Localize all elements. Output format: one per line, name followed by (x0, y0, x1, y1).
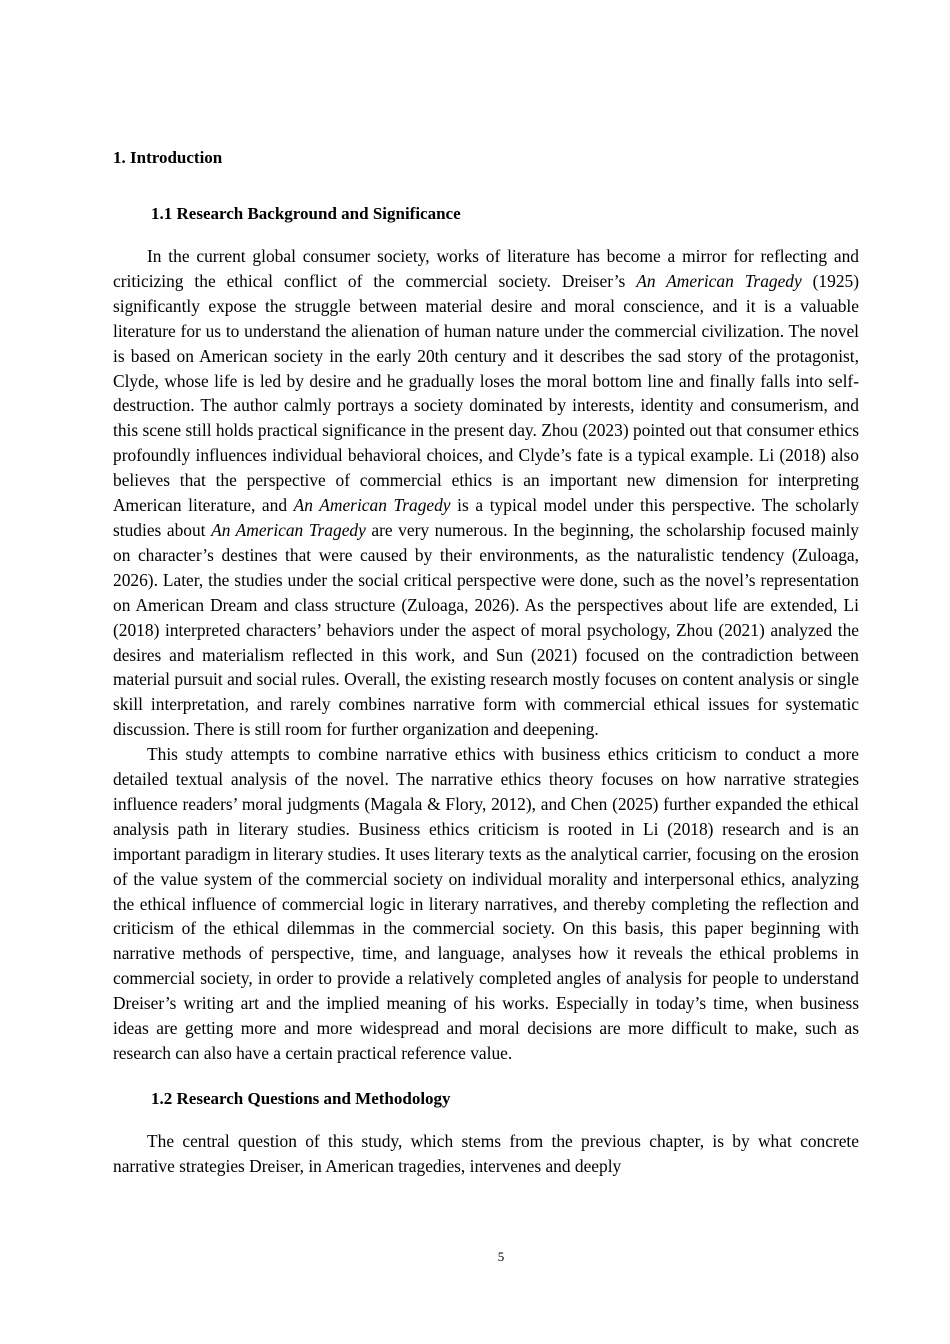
paragraph-methodology-1: The central question of this study, which stems from the previous chapter, is by what concrete narrative strategies Dreiser, in American tragedies, intervenes and deeply (113, 1130, 859, 1176)
page-number: 5 (497, 1249, 505, 1264)
section-heading-introduction: 1. Introduction (113, 148, 223, 167)
text-segment: In the current global consumer society, works of literature has become a mirror for reflecting and criticizing the ethical conflict of the commercial society. Dreiser’s (113, 246, 859, 291)
text-segment: (1925) significantly expose the struggle between material desire and moral conscience, and it is a valuable literature for us to understand the alienation of human nature under the commercial civilization. The novel is based on American society in the early 20th century and it describes the sad story of the protagonist, Clyde, whose life is led by desire and he gradually loses the moral bottom line and finally falls into self-destruction. The author calmly portrays a society dominated by interests, identity and consumerism, and this scene still holds practical significance in the present day. Zhou (2023) pointed out that consumer ethics profoundly influences individual behavioral choices, and Clyde’s fate is a typical example. Li (2018) also believes that the perspective of commercial ethics is an important new dimension for interpreting American literature, and (113, 270, 860, 516)
italic-title-segment: An American Tragedy (636, 270, 802, 291)
italic-title-segment: An American Tragedy (211, 519, 366, 540)
italic-title-segment: An American Tragedy (293, 495, 451, 516)
subsection-heading-methodology: 1.2 Research Questions and Methodology (151, 1088, 451, 1108)
text-segment: are very numerous. In the beginning, the scholarship focused mainly on character’s destines that were caused by their environments, as the naturalistic tendency (Zuloaga, 2026). Later, the studies under the social critical perspective were done, such as the novel’s representation on American Dream and class structure (Zuloaga, 2026). As the perspectives about life are extended, Li (2018) interpreted characters’ behaviors under the aspect of moral psychology, Zhou (2021) analyzed the desires and materialism reflected in this work, and Sun (2021) focused on the contradiction between material pursuit and social rules. Overall, the existing research mostly focuses on content analysis or single skill interpretation, and rarely combines narrative form with commercial ethical issues for systematic discussion. There is still room for further organization and deepening. (113, 519, 860, 740)
paragraph-background-1 (113, 244, 859, 742)
paragraph-background-2: This study attempts to combine narrative ethics with business ethics criticism to conduct a more detailed textual analysis of the novel. The narrative ethics theory focuses on how narrative strategies influence readers’ moral judgments (Magala & Flory, 2012), and Chen (2025) further expanded the ethical analysis path in literary studies. Business ethics criticism is rooted in Li (2018) research and is an important paradigm in literary studies. It uses literary texts as the analytical carrier, focusing on the erosion of the value system of the commercial society on individual morality and interpersonal ethics, analyzing the ethical influence of commercial logic in literary narratives, and thereby completing the reflection and criticism of the ethical dilemmas in the commercial society. On this basis, this paper beginning with narrative methods of perspective, time, and language, analyses how it reveals the ethical problems in commercial society, in order to provide a relatively completed angles of analysis for people to understand Dreiser’s writing art and the implied meaning of his works. Especially in today’s time, when business ideas are getting more and more widespread and moral decisions are more difficult to make, such as research can also have a certain practical reference value. (113, 744, 859, 1063)
subsection-heading-background: 1.1 Research Background and Significance (151, 204, 461, 223)
document-page (113, 146, 859, 1179)
text-segment: is a typical model under this perspective. The scholarly studies about (113, 495, 859, 540)
